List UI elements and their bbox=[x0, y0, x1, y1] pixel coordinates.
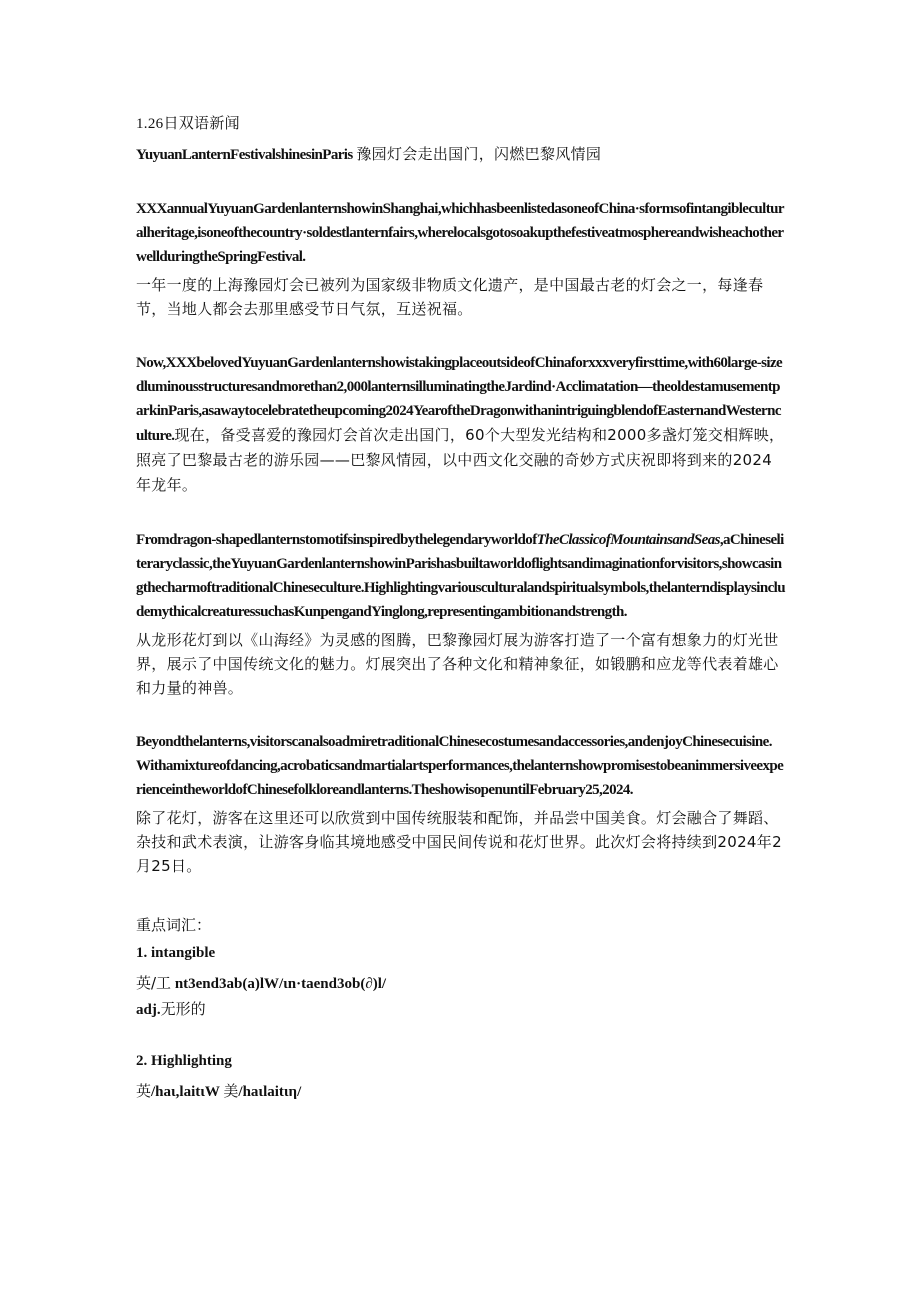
headline-en: YuyuanLanternFestivalshinesinParis bbox=[136, 147, 353, 163]
vocab-word-2: 2. Highlighting bbox=[136, 1053, 232, 1069]
paragraph-3-en-title: TheClassicofMountainsandSeas bbox=[536, 532, 720, 548]
vocab-phonetic-2-us: /haιlaitιη/ bbox=[238, 1084, 302, 1100]
vocab-phonetic-1-text: nt3end3ab(a)lW/ιn·taend3ob(∂)l/ bbox=[171, 976, 387, 992]
headline-zh: 豫园灯会走出国门，闪燃巴黎风情园 bbox=[356, 145, 602, 163]
paragraph-3-zh: 从龙形花灯到以《山海经》为灵感的图腾，巴黎豫园灯展为游客打造了一个富有想象力的灯光世界，展示了中国传统文化的魅力。灯展突出了各种文化和精神象征，如锻鹏和应龙等代表着雄心和力量的神兽。 bbox=[136, 631, 779, 697]
paragraph-3-en-pre: Fromdragon-shapedlanternstomotifsinspiredbythelegendaryworldof bbox=[136, 532, 537, 548]
vocab-word-1: 1. intangible bbox=[136, 945, 216, 961]
headline bbox=[136, 142, 786, 167]
paragraph-4-zh: 除了花灯，游客在这里还可以欣赏到中国传统服装和配饰，并品尝中国美食。灯会融合了舞蹈、杂技和武术表演，让游客身临其境地感受中国民间传说和花灯世界。此次灯会将持续到2024年2月25日。 bbox=[136, 809, 782, 875]
spacer bbox=[136, 167, 786, 191]
paragraph-4-en: Beyondthelanterns,visitorscanalsoadmiretraditionalChinesecostumesandaccessories,andenjoyChinesecuisine.Withamixtureofdancing,acrobaticsandmartialartsperformances,thelanternshowpromisestobeanimmersiveexperienceintheworldofChinesefolkloreandlanterns.TheshowisopenuntilFebruary25,2024. bbox=[136, 734, 784, 798]
vocab-phonetic-2 bbox=[136, 1078, 786, 1105]
spacer bbox=[136, 498, 786, 522]
paragraph-2 bbox=[136, 351, 786, 498]
vocab-definition-1-pos: adj. bbox=[136, 1002, 161, 1018]
vocab-title: 重点词汇： bbox=[136, 916, 212, 934]
spacer bbox=[136, 1022, 786, 1046]
vocab-phonetic-2-us-label: 美 bbox=[223, 1082, 239, 1100]
vocab-phonetic-2-uk: /haι,laitιW bbox=[151, 1084, 220, 1100]
spacer bbox=[136, 321, 786, 345]
vocab-phonetic-1 bbox=[136, 970, 786, 997]
paragraph-3-en bbox=[136, 528, 786, 624]
document-page bbox=[136, 112, 786, 1105]
paragraph-2-en: Now,XXXbelovedYuyuanGardenlanternshowistakingplaceoutsideofChinaforxxxveryfirsttime,with60large-sizedluminousstructuresandmorethan2,000lanternsilluminatingtheJardind·Acclimatation—theoldestamusementparkinParis,asawaytocelebratetheupcoming2024YearoftheDragonwithanintriguingblendofEasternandWesternculture. bbox=[136, 355, 783, 444]
paragraph-1-zh: 一年一度的上海豫园灯会已被列为国家级非物质文化遗产，是中国最古老的灯会之一，每逢春节，当地人都会去那里感受节日气氛，互送祝福。 bbox=[136, 276, 764, 318]
vocab-phonetic-1-prefix: 英/工 bbox=[136, 974, 172, 992]
vocab-definition-1-zh: 无形的 bbox=[160, 1000, 206, 1018]
vocab-phonetic-2-prefix: 英 bbox=[136, 1082, 152, 1100]
paragraph-1-en: XXXannualYuyuanGardenlanternshowinShanghai,whichhasbeenlistedasoneofChina·sformsofintangibleculturalheritage,isoneofthecountry·soldestlanternfairs,wherelocalsgotosoakupthefestiveatmosphereandwisheachotherwellduringtheSpringFestival. bbox=[136, 201, 784, 265]
paragraph-3-en-post: ,aChineseliteraryclassic,theYuyuanGardenlanternshowinParishasbuiltaworldoflightsandimaginationforvisitors,showcasingthecharmoftraditionalChineseculture.Highlightingvariousculturalandspiritualsymbols,thelanterndisplaysincludemythicalcreaturessuchasKunpengandYinglong,representingambitionandstrength. bbox=[136, 532, 785, 620]
paragraph-2-zh: 现在，备受喜爱的豫园灯会首次走出国门，60个大型发光结构和2000多盏灯笼交相辉映，照亮了巴黎最古老的游乐园——巴黎风情园，以中西文化交融的奇妙方式庆祝即将到来的2024年龙年。 bbox=[136, 426, 785, 494]
date-title: 1.26日双语新闻 bbox=[136, 116, 240, 132]
spacer bbox=[136, 878, 786, 902]
spacer bbox=[136, 700, 786, 724]
vocab-definition-1 bbox=[136, 997, 786, 1022]
